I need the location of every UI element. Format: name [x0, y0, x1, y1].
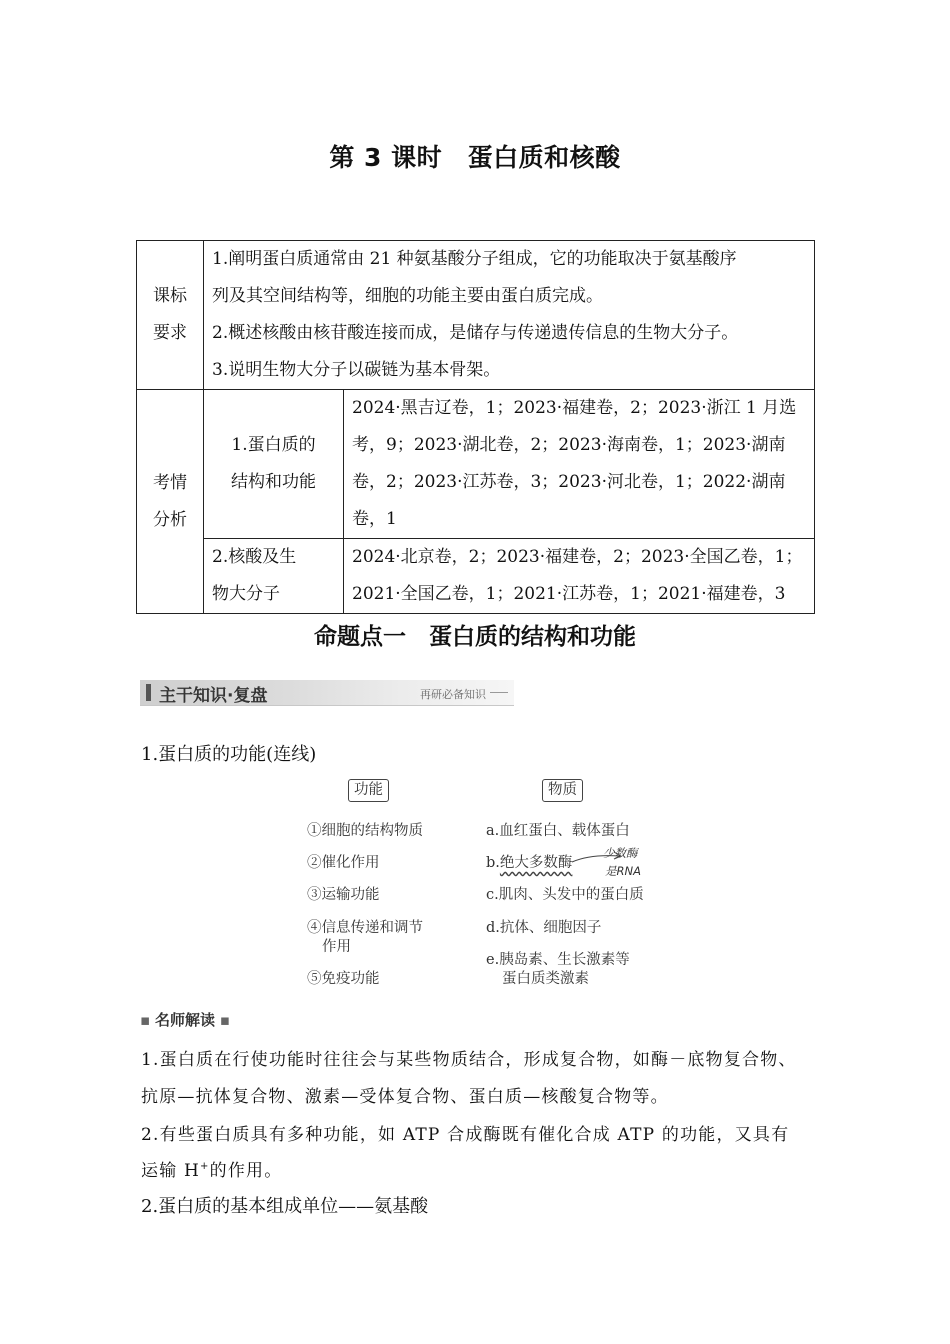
function-item: ③运输功能: [307, 887, 380, 903]
banner-tag: 再研必备知识: [420, 688, 486, 701]
curriculum-table: [136, 240, 815, 614]
teacher-note-label: ▪ 名师解读 ▪: [140, 1011, 230, 1029]
note-paragraph: 运输 H+的作用。: [141, 1161, 283, 1181]
row-header-requirements: 课标 要求: [137, 241, 204, 390]
page-title: 第 3 课时 蛋白质和核酸: [329, 143, 621, 172]
banner-bar: [146, 684, 151, 701]
enzyme-wavy-text: 绝大多数酶: [499, 855, 573, 871]
note-paragraph: 抗原—抗体复合物、激素—受体复合物、蛋白质—核酸复合物等。: [141, 1087, 669, 1107]
note-paragraph: 2.有些蛋白质具有多种功能，如 ATP 合成酶既有催化合成 ATP 的功能，又具有: [141, 1125, 790, 1145]
annotation-text: 是RNA: [605, 864, 641, 878]
substance-item-cont: 蛋白质类激素: [502, 971, 589, 987]
topic-cell-protein: 1.蛋白质的 结构和功能: [204, 390, 344, 539]
right-header-box: 物质: [542, 779, 583, 802]
function-item: ⑤免疫功能: [307, 971, 380, 987]
heading-amino-acid: 2.蛋白质的基本组成单位——氨基酸: [141, 1196, 429, 1217]
references-protein: 2024·黑吉辽卷，1；2023·福建卷，2；2023·浙江 1 月选 考，9；2023·湖北卷，2；2023·海南卷，1；2023·湖南 卷，2；2023·江苏卷，3；2023·河北卷，1；2022·湖南 卷，1: [344, 390, 815, 539]
function-item-cont: 作用: [322, 939, 351, 955]
function-item: ④信息传递和调节: [307, 920, 423, 936]
substance-item: b.绝大多数酶: [486, 855, 573, 871]
substance-item: d.抗体、细胞因子: [486, 920, 602, 936]
section-banner: [140, 680, 514, 706]
substance-item: c.肌肉、头发中的蛋白质: [486, 887, 644, 903]
requirements-text: 1.阐明蛋白质通常由 21 种氨基酸分子组成，它的功能取决于氨基酸序 列及其空间结构等，细胞的功能主要由蛋白质完成。 2.概述核酸由核苷酸连接而成，是储存与传递遗传信息的生物大分子。 3.说明生物大分子以碳链为基本骨架。: [204, 241, 815, 390]
substance-item: a.血红蛋白、载体蛋白: [486, 823, 630, 839]
banner-line: [490, 692, 508, 693]
function-item: ②催化作用: [307, 855, 380, 871]
references-nucleic-acid: 2024·北京卷，2；2023·福建卷，2；2023·全国乙卷，1； 2021·全国乙卷，1；2021·江苏卷，1；2021·福建卷，3: [344, 539, 815, 614]
function-item: ①细胞的结构物质: [307, 823, 423, 839]
heading-protein-function: 1.蛋白质的功能(连线): [141, 744, 317, 765]
section-title: 命题点一 蛋白质的结构和功能: [314, 624, 636, 650]
note-paragraph: 1.蛋白质在行使功能时往往会与某些物质结合，形成复合物，如酶－底物复合物、: [141, 1050, 797, 1070]
topic-cell-nucleic-acid: 2.核酸及生 物大分子: [204, 539, 344, 614]
left-header-box: 功能: [348, 779, 389, 802]
substance-item: e.胰岛素、生长激素等: [486, 952, 630, 968]
annotation-text: 少数酶: [603, 846, 638, 860]
function-matching-diagram: [300, 778, 700, 993]
row-header-exam-analysis: 考情 分析: [137, 390, 204, 614]
banner-label: 主干知识·复盘: [159, 686, 268, 706]
